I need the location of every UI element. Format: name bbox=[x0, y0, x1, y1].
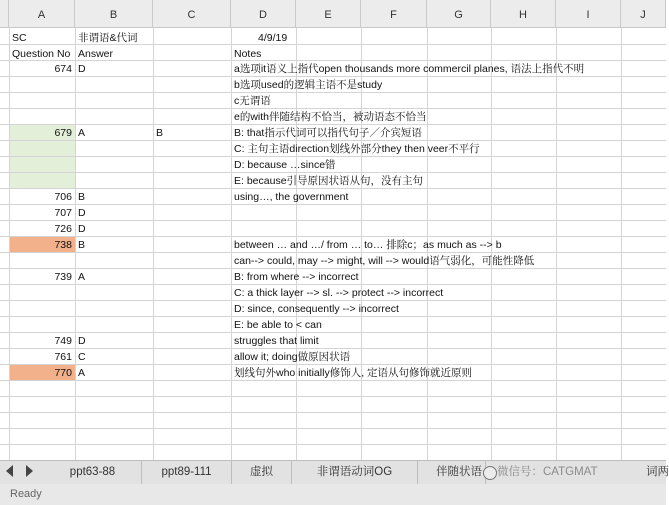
row-gridline bbox=[0, 220, 666, 221]
cell-d11[interactable]: using…, the government bbox=[234, 191, 349, 203]
cell-d2[interactable]: Notes bbox=[234, 48, 262, 60]
column-header-c[interactable]: C bbox=[153, 0, 231, 28]
cell-b16[interactable]: A bbox=[78, 271, 86, 283]
column-header-b[interactable]: B bbox=[75, 0, 153, 28]
cell-a15[interactable] bbox=[9, 253, 72, 269]
cell-a12[interactable]: 707 bbox=[54, 207, 72, 219]
row-gridline bbox=[0, 332, 666, 333]
cell-a20[interactable]: 749 bbox=[54, 335, 72, 347]
cell-d7[interactable]: B: that指示代词可以指代句子／介宾短语 bbox=[234, 127, 422, 139]
cell-b20[interactable]: D bbox=[78, 335, 86, 347]
cell-d6[interactable]: e的with伴随结构不恰当，被动语态不恰当 bbox=[234, 111, 427, 123]
column-header-j[interactable]: J bbox=[621, 0, 666, 28]
cell-d9[interactable]: D: because …since错 bbox=[234, 159, 336, 171]
cell-c7[interactable]: B bbox=[156, 127, 164, 139]
cell-a6[interactable] bbox=[9, 109, 72, 125]
column-gridline bbox=[75, 28, 76, 460]
tab-ppt89-111[interactable]: ppt89-111 bbox=[142, 461, 232, 484]
cell-d22[interactable]: 划线句外who initially修饰人, 定语从句修饰就近原则 bbox=[234, 367, 473, 379]
cell-b7[interactable]: A bbox=[78, 127, 86, 139]
cell-a8[interactable] bbox=[9, 141, 72, 157]
cell-d8[interactable]: C: 主句主语direction划线外部分they then veer不平行 bbox=[234, 143, 480, 155]
status-bar bbox=[0, 484, 666, 505]
cell-a5[interactable] bbox=[9, 93, 72, 109]
row-gridline bbox=[0, 428, 666, 429]
cell-a18[interactable] bbox=[9, 301, 72, 317]
column-header-e[interactable]: E bbox=[296, 0, 361, 28]
column-header-h[interactable]: H bbox=[491, 0, 556, 28]
cell-b3[interactable]: D bbox=[78, 63, 86, 75]
cell-b2[interactable]: Answer bbox=[78, 48, 114, 60]
cell-a17[interactable] bbox=[9, 285, 72, 301]
tab-nonfinite-og[interactable]: 非谓语动词OG bbox=[292, 461, 418, 484]
row-gridline bbox=[0, 444, 666, 445]
column-header-a[interactable]: A bbox=[9, 0, 75, 28]
wechat-icon bbox=[483, 466, 497, 480]
cell-b21[interactable]: C bbox=[78, 351, 86, 363]
next-sheet-icon[interactable] bbox=[26, 465, 33, 477]
status-text: Ready bbox=[10, 488, 42, 500]
column-header-g[interactable]: G bbox=[427, 0, 491, 28]
cell-a1[interactable]: SC bbox=[12, 32, 27, 44]
cell-b12[interactable]: D bbox=[78, 207, 86, 219]
column-gridline bbox=[231, 28, 232, 460]
cell-a16[interactable]: 739 bbox=[54, 271, 72, 283]
tab-subjunctive[interactable]: 虚拟 bbox=[232, 461, 292, 484]
prev-sheet-icon[interactable] bbox=[6, 465, 13, 477]
cell-d15[interactable]: can--> could, may --> might, will --> would语气弱化，可能性降低 bbox=[234, 255, 535, 267]
cell-a3[interactable]: 674 bbox=[54, 63, 72, 75]
cell-d21[interactable]: allow it; doing做原因状语 bbox=[234, 351, 351, 363]
row-gridline bbox=[0, 412, 666, 413]
tab-accompanying[interactable]: 伴随状语 bbox=[418, 461, 486, 484]
watermark-text: 微信号：CATGMAT bbox=[497, 466, 598, 478]
cell-a9[interactable] bbox=[9, 157, 72, 173]
cell-d17[interactable]: C: a thick layer --> sl. --> protect --> incorrect bbox=[234, 287, 444, 299]
cell-a21[interactable]: 761 bbox=[54, 351, 72, 363]
cell-d5[interactable]: c无谓语 bbox=[234, 95, 271, 107]
row-gridline bbox=[0, 396, 666, 397]
cell-b14[interactable]: B bbox=[78, 239, 86, 251]
cell-d4[interactable]: b选项used的逻辑主语不是study bbox=[234, 79, 383, 91]
cell-a7[interactable]: 679 bbox=[54, 127, 72, 139]
cell-b13[interactable]: D bbox=[78, 223, 86, 235]
cell-a4[interactable] bbox=[9, 77, 72, 93]
cell-a19[interactable] bbox=[9, 317, 72, 333]
cell-d3[interactable]: a选项it语义上指代open thousands more commercil planes, 语法上指代不明 bbox=[234, 63, 585, 75]
cell-d18[interactable]: D: since, consequently --> incorrect bbox=[234, 303, 399, 315]
sheet-tab-bar bbox=[0, 460, 669, 484]
column-gridline bbox=[621, 28, 622, 460]
cell-b1[interactable]: 非谓语&代词 bbox=[78, 32, 138, 44]
cell-d10[interactable]: E: because引导原因状语从句，没有主句 bbox=[234, 175, 424, 187]
tab-ppt63-88[interactable]: ppt63-88 bbox=[44, 461, 142, 484]
cell-a11[interactable]: 706 bbox=[54, 191, 72, 203]
column-header-i[interactable]: I bbox=[556, 0, 621, 28]
tab-last-fragment[interactable]: 词两 bbox=[646, 466, 669, 478]
column-gridline bbox=[556, 28, 557, 460]
cell-d1-date[interactable]: 4/9/19 bbox=[258, 32, 288, 44]
cell-d14[interactable]: between … and …/ from … to… 排除c；as much as --> b bbox=[234, 239, 502, 251]
cell-b11[interactable]: B bbox=[78, 191, 86, 203]
select-all-corner[interactable] bbox=[0, 0, 9, 28]
column-header-d[interactable]: D bbox=[231, 0, 296, 28]
cell-a14[interactable]: 738 bbox=[54, 239, 72, 251]
cell-a13[interactable]: 726 bbox=[54, 223, 72, 235]
cell-a2[interactable]: Question No bbox=[12, 48, 71, 60]
cell-d16[interactable]: B: from where --> incorrect bbox=[234, 271, 359, 283]
column-header-f[interactable]: F bbox=[361, 0, 427, 28]
column-gridline bbox=[153, 28, 154, 460]
cell-a10[interactable] bbox=[9, 173, 72, 189]
cell-d20[interactable]: struggles that limit bbox=[234, 335, 319, 347]
cell-b22[interactable]: A bbox=[78, 367, 86, 379]
cell-a22[interactable]: 770 bbox=[54, 367, 72, 379]
cell-d19[interactable]: E: be able to < can bbox=[234, 319, 322, 331]
